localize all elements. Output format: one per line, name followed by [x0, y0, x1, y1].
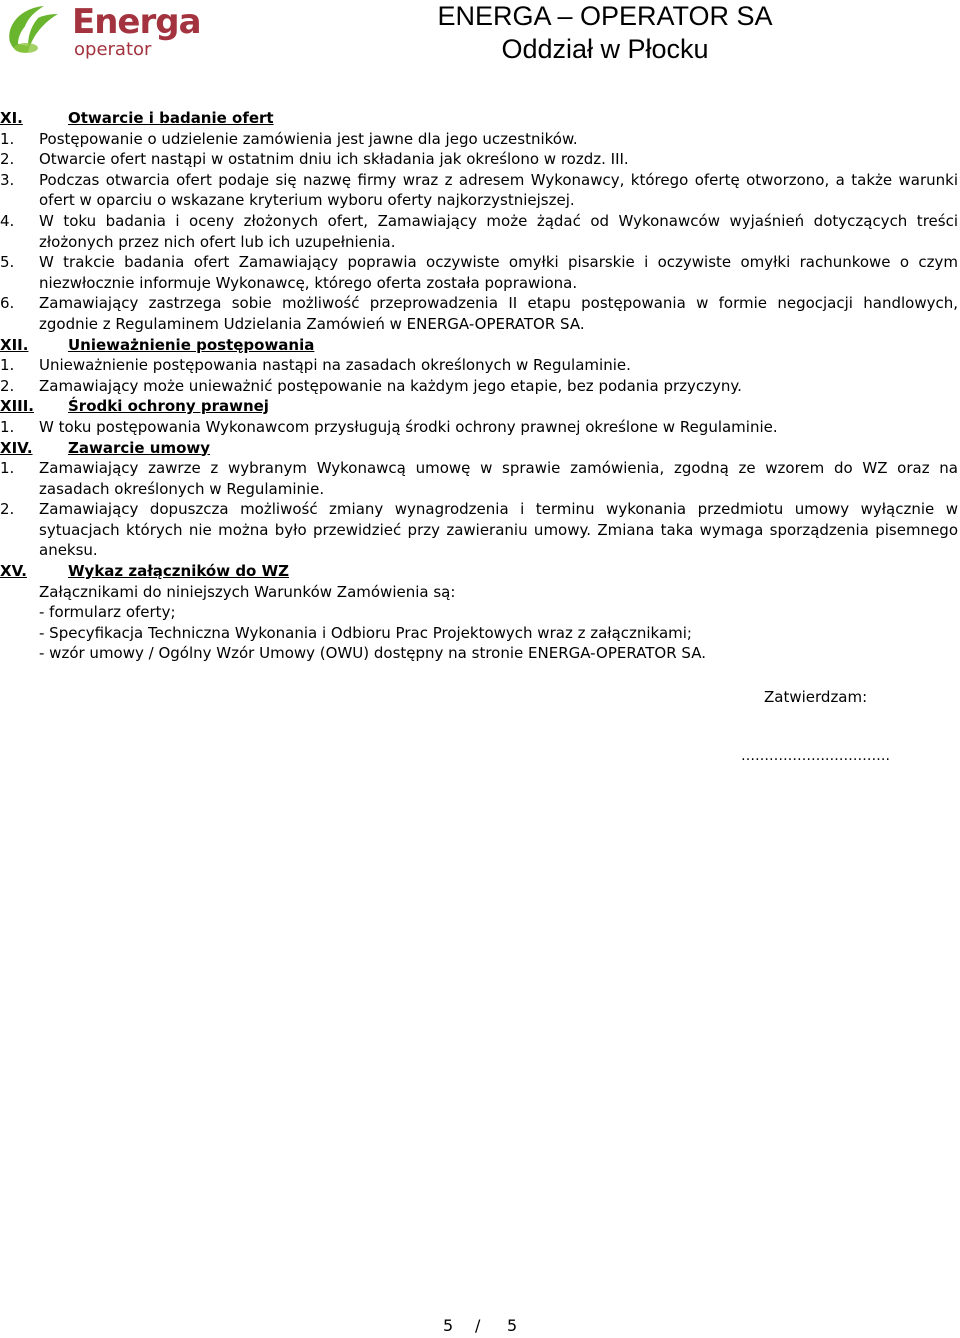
attachments-intro: Załącznikami do niniejszych Warunków Zamówienia są:	[39, 582, 456, 601]
item-number: 1.	[0, 459, 15, 478]
list-item	[0, 458, 960, 499]
item-number: 2.	[0, 150, 15, 169]
document-body	[0, 108, 960, 664]
item-number: 4.	[0, 211, 15, 230]
item-text: Zamawiający dopuszcza możliwość zmiany wynagrodzenia i terminu wykonania przedmiotu umowy wyłącznie w sytuacjach których nie można było przewidzieć przy zawieraniu umowy. Zmiana taka wymaga sporządzenia pisemnego aneksu.	[39, 500, 958, 560]
item-text: W trakcie badania ofert Zamawiający poprawia oczywiste omyłki pisarskie i oczywiste omyłki rachunkowe o czym niezwłocznie informuje Wykonawcę, którego oferta została poprawiona.	[39, 253, 958, 292]
list-item	[0, 499, 960, 561]
item-number: 6.	[0, 294, 15, 313]
item-text: Zamawiający zastrzega sobie możliwość przeprowadzenia II etapu postępowania w formie negocjacji handlowych, zgodnie z Regulaminem Udzielania Zamówień w ENERGA-OPERATOR SA.	[39, 294, 958, 333]
section-heading	[0, 396, 960, 417]
item-number: 2.	[0, 500, 15, 519]
item-number: 1.	[0, 356, 15, 375]
page-header	[0, 0, 960, 80]
company-line-2: Oddział w Płocku	[501, 34, 709, 64]
attachment-item: - Specyfikacja Techniczna Wykonania i Odbioru Prac Projektowych wraz z załącznikami;	[39, 623, 692, 642]
list-item	[0, 417, 960, 438]
logo-subtitle: operator	[74, 39, 152, 60]
company-name	[380, 0, 830, 66]
approval-label: Zatwierdzam:	[764, 688, 868, 706]
list-item	[0, 170, 960, 211]
section-number: XIII.	[0, 397, 35, 416]
section-heading	[0, 561, 960, 582]
section-number: XIV.	[0, 438, 33, 457]
company-line-1: ENERGA – OPERATOR SA	[437, 1, 773, 31]
leaf-swirl-icon	[4, 2, 64, 60]
item-text: Zamawiający zawrze z wybranym Wykonawcą umowę w sprawie zamówienia, zgodną ze wzorem do WZ oraz na zasadach określonych w Regulaminie.	[39, 459, 958, 498]
list-item	[0, 376, 960, 397]
attachment-item: - wzór umowy / Ogólny Wzór Umowy (OWU) dostępny na stronie ENERGA-OPERATOR SA.	[39, 644, 706, 663]
energa-operator-logo	[4, 0, 204, 70]
list-item	[0, 355, 960, 376]
list-item	[0, 293, 960, 334]
item-text: W toku postępowania Wykonawcom przysługują środki ochrony prawnej określone w Regulaminie.	[39, 417, 778, 436]
section-number: XI.	[0, 109, 23, 127]
item-text: Podczas otwarcia ofert podaje się nazwę firmy wraz z adresem Wykonawcy, którego ofertę otworzono, a także warunki ofert w oparciu o wskazane kryterium wyboru oferty najkorzystniejszej.	[39, 170, 958, 210]
section-title: Wykaz załączników do WZ	[68, 562, 290, 581]
item-text: Zamawiający może unieważnić postępowanie na każdym jego etapie, bez podania przyczyny.	[39, 376, 742, 395]
section-title: Unieważnienie postępowania	[68, 335, 315, 354]
section-heading	[0, 108, 960, 129]
section-number: XII.	[0, 335, 29, 354]
page-number: 5	[443, 1316, 454, 1335]
list-item	[0, 211, 960, 252]
item-number: 2.	[0, 376, 15, 395]
item-number: 3.	[0, 170, 15, 189]
item-number: 5.	[0, 253, 15, 272]
item-text: W toku badania i oceny złożonych ofert, Zamawiający może żądać od Wykonawców wyjaśnień dotyczących treści złożonych przez nich ofert lub ich uzupełnienia.	[39, 211, 958, 251]
section-heading	[0, 335, 960, 356]
list-item	[0, 129, 960, 150]
signature-line: ……………….………….	[741, 748, 890, 764]
attachment-item: - formularz oferty;	[39, 603, 176, 622]
item-text: Postępowanie o udzielenie zamówienia jest jawne dla jego uczestników.	[39, 129, 578, 148]
item-number: 1.	[0, 417, 15, 436]
item-text: Otwarcie ofert nastąpi w ostatnim dniu ich składania jak określono w rozdz. III.	[39, 150, 629, 169]
section-title: Otwarcie i badanie ofert	[68, 109, 274, 127]
logo-wordmark: Energa	[72, 2, 201, 42]
section-number: XV.	[0, 562, 27, 581]
section-heading	[0, 438, 960, 459]
item-text: Unieważnienie postępowania nastąpi na zasadach określonych w Regulaminie.	[39, 356, 631, 375]
list-item	[0, 252, 960, 293]
page-total: 5	[507, 1316, 518, 1335]
section-title: Środki ochrony prawnej	[68, 397, 269, 416]
item-number: 1.	[0, 129, 15, 148]
section-title: Zawarcie umowy	[68, 438, 211, 457]
page-separator: /	[475, 1316, 481, 1335]
list-item	[0, 149, 960, 170]
